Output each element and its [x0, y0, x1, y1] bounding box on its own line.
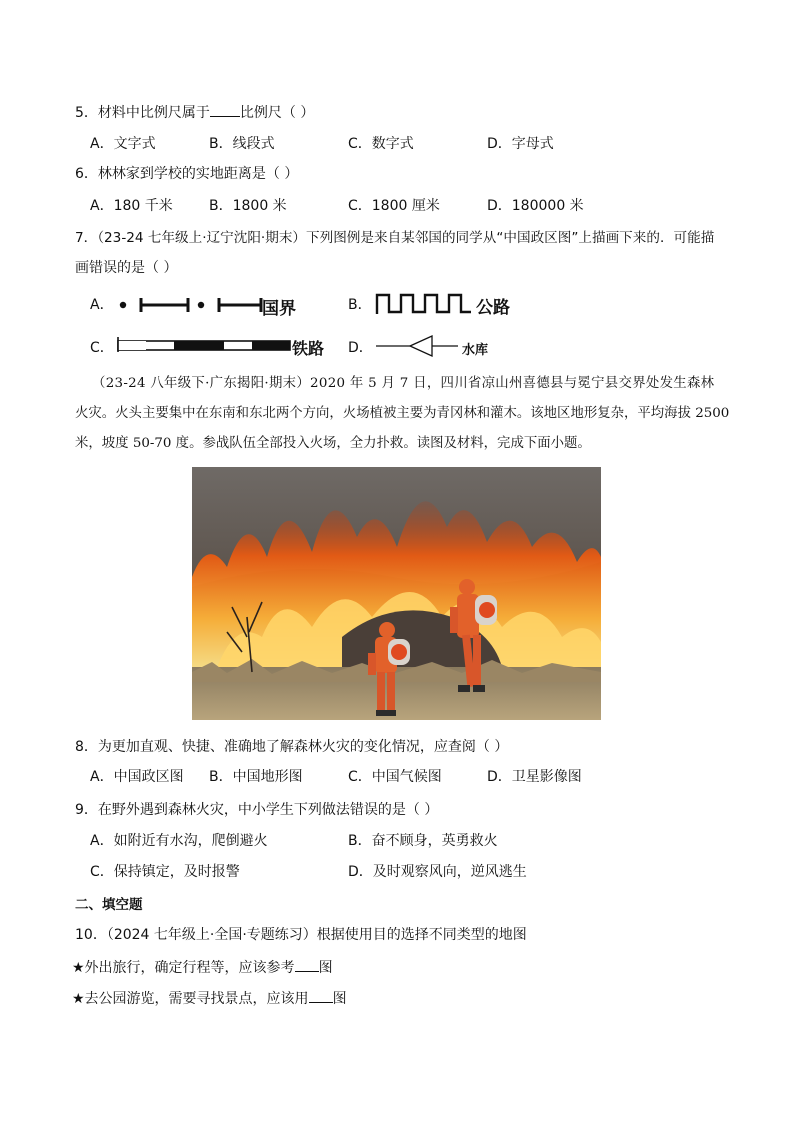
q8-option-b[interactable]: B．中国地形图: [209, 769, 303, 785]
q10-item-1: ★外出旅行，确定行程等，应该参考 图: [72, 957, 333, 978]
border-legend-label: 国界: [262, 299, 296, 319]
highway-legend-symbol: [375, 292, 475, 316]
q10-item-2: ★去公园游览，需要寻找景点，应该用 图: [72, 988, 347, 1009]
q6-option-b[interactable]: B．1800 米: [209, 198, 287, 214]
reservoir-legend-label: 水库: [462, 343, 489, 358]
q7-stem-line2: 画错误的是（ ）: [75, 260, 178, 276]
q5-stem: 5．材料中比例尺属于 比例尺（ ）: [75, 102, 314, 123]
q8-stem: 8．为更加直观、快捷、准确地了解森林火灾的变化情况，应查阅（ ）: [75, 739, 509, 755]
q5-option-b[interactable]: B．线段式: [209, 136, 275, 152]
q8-option-a[interactable]: A．中国政区图: [90, 769, 184, 785]
q6-option-a[interactable]: A．180 千米: [90, 198, 173, 214]
q5-option-a[interactable]: A．文字式: [90, 136, 156, 152]
q10-stem: 10．（2024 七年级上·全国·专题练习）根据使用目的选择不同类型的地图: [75, 927, 527, 943]
q9-option-c[interactable]: C．保持镇定，及时报警: [90, 864, 240, 880]
q5-option-c[interactable]: C．数字式: [348, 136, 414, 152]
q6-option-c[interactable]: C．1800 厘米: [348, 198, 440, 214]
q6-stem: 6．林林家到学校的实地距离是（ ）: [75, 166, 299, 182]
forest-fire-illustration: [192, 467, 601, 720]
railway-legend-symbol: [117, 334, 292, 356]
answer-blank: [210, 102, 240, 117]
q6-option-d[interactable]: D．180000 米: [487, 198, 584, 214]
forest-fire-photo: [192, 467, 601, 720]
q7-option-d-letter[interactable]: D．: [348, 340, 373, 356]
q9-option-b[interactable]: B．奋不顾身，英勇救火: [348, 833, 498, 849]
material-line-2: 火灾。火头主要集中在东南和东北两个方向，火场植被主要为青冈林和灌木。该地区地形复杂，平均海拔 2500: [75, 406, 730, 421]
answer-blank[interactable]: [309, 988, 333, 1003]
answer-blank[interactable]: [295, 957, 319, 972]
reservoir-legend-symbol: [374, 332, 460, 360]
material-line-1: （23-24 八年级下·广东揭阳·期末）2020 年 5 月 7 日，四川省凉山州喜德县与冕宁县交界处发生森林: [92, 376, 715, 391]
q7-option-a-letter[interactable]: A．: [90, 297, 114, 313]
q9-option-d[interactable]: D．及时观察风向，逆风逃生: [348, 864, 527, 880]
q9-stem: 9．在野外遇到森林火灾，中小学生下列做法错误的是（ ）: [75, 802, 439, 818]
q8-option-c[interactable]: C．中国气候图: [348, 769, 442, 785]
q7-option-b-letter[interactable]: B．: [348, 297, 372, 313]
q9-option-a[interactable]: A．如附近有水沟，爬倒避火: [90, 833, 268, 849]
q7-option-c-letter[interactable]: C．: [90, 340, 114, 356]
q7-stem-line1: 7．（23-24 七年级上·辽宁沈阳·期末）下列图例是来自某邻国的同学从“中国政区图”上描画下来的．可能描: [75, 230, 715, 246]
q5-option-d[interactable]: D．字母式: [487, 136, 554, 152]
q8-option-d[interactable]: D．卫星影像图: [487, 769, 582, 785]
material-line-3: 米，坡度 50-70 度。参战队伍全部投入火场，全力扑救。读图及材料，完成下面小题。: [75, 436, 591, 451]
highway-legend-label: 公路: [476, 298, 510, 318]
railway-legend-label: 铁路: [292, 339, 325, 358]
border-legend-symbol: [116, 293, 266, 319]
section-heading-fill-in: 二、填空题: [75, 897, 143, 913]
